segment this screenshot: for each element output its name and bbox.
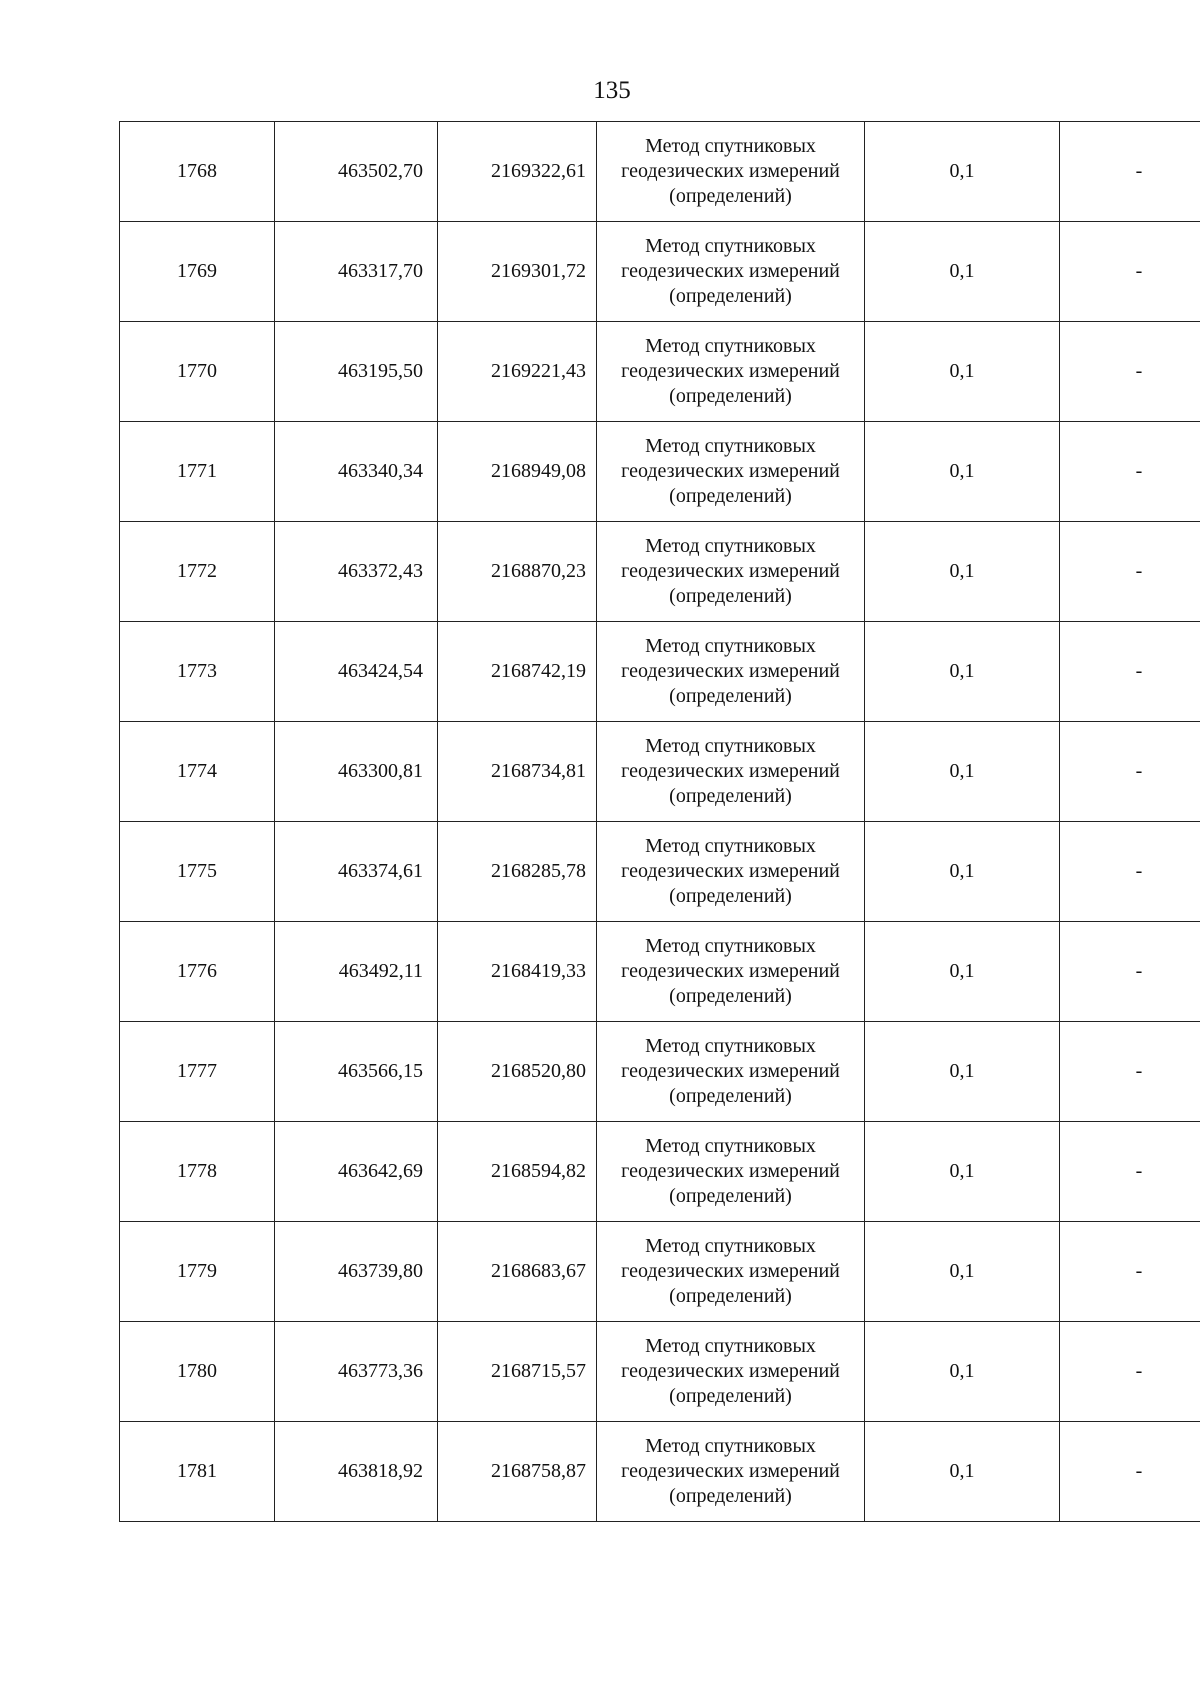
x-coordinate-cell: 463372,43 (275, 522, 438, 622)
table-row (120, 1122, 1200, 1222)
method-text-line: геодезических измерений (621, 1360, 840, 1382)
extra-cell: - (1060, 1022, 1200, 1122)
method-text-line: (определений) (669, 1185, 792, 1207)
method-text-line: Метод спутниковых (645, 835, 816, 857)
x-coordinate-cell: 463642,69 (275, 1122, 438, 1222)
method-text-line: Метод спутниковых (645, 135, 816, 157)
method-text-line: геодезических измерений (621, 1260, 840, 1282)
point-number-cell: 1779 (120, 1222, 275, 1322)
x-coordinate-cell: 463424,54 (275, 622, 438, 722)
method-text-line: (определений) (669, 785, 792, 807)
extra-cell: - (1060, 922, 1200, 1022)
y-coordinate-cell: 2168594,82 (438, 1122, 597, 1222)
method-cell (597, 1022, 865, 1122)
method-cell (597, 722, 865, 822)
accuracy-cell: 0,1 (865, 1422, 1060, 1522)
x-coordinate-cell: 463300,81 (275, 722, 438, 822)
table-row (120, 922, 1200, 1022)
point-number-cell: 1775 (120, 822, 275, 922)
x-coordinate-cell: 463739,80 (275, 1222, 438, 1322)
method-cell (597, 922, 865, 1022)
method-text-line: (определений) (669, 685, 792, 707)
table-row (120, 822, 1200, 922)
method-text-line: (определений) (669, 1285, 792, 1307)
method-text-line: геодезических измерений (621, 760, 840, 782)
method-text-line: (определений) (669, 885, 792, 907)
accuracy-cell: 0,1 (865, 322, 1060, 422)
method-text-line: Метод спутниковых (645, 635, 816, 657)
table-row (120, 422, 1200, 522)
method-cell (597, 322, 865, 422)
method-text-line: геодезических измерений (621, 560, 840, 582)
y-coordinate-cell: 2168683,67 (438, 1222, 597, 1322)
extra-cell: - (1060, 1222, 1200, 1322)
accuracy-cell: 0,1 (865, 222, 1060, 322)
method-text-line: (определений) (669, 285, 792, 307)
accuracy-cell: 0,1 (865, 122, 1060, 222)
y-coordinate-cell: 2169221,43 (438, 322, 597, 422)
y-coordinate-cell: 2168758,87 (438, 1422, 597, 1522)
method-text-line: (определений) (669, 485, 792, 507)
y-coordinate-cell: 2168419,33 (438, 922, 597, 1022)
method-text-line: геодезических измерений (621, 260, 840, 282)
page-number: 135 (593, 77, 631, 104)
extra-cell: - (1060, 222, 1200, 322)
point-number-cell: 1768 (120, 122, 275, 222)
extra-cell: - (1060, 322, 1200, 422)
point-number-cell: 1769 (120, 222, 275, 322)
method-text-line: Метод спутниковых (645, 435, 816, 457)
method-cell (597, 422, 865, 522)
method-text-line: (определений) (669, 385, 792, 407)
method-text-line: (определений) (669, 1385, 792, 1407)
method-cell (597, 522, 865, 622)
table-row (120, 1022, 1200, 1122)
x-coordinate-cell: 463818,92 (275, 1422, 438, 1522)
x-coordinate-cell: 463502,70 (275, 122, 438, 222)
accuracy-cell: 0,1 (865, 1222, 1060, 1322)
method-text-line: Метод спутниковых (645, 535, 816, 557)
extra-cell: - (1060, 622, 1200, 722)
extra-cell: - (1060, 1322, 1200, 1422)
method-text-line: (определений) (669, 985, 792, 1007)
table-row (120, 1322, 1200, 1422)
y-coordinate-cell: 2168285,78 (438, 822, 597, 922)
method-text-line: геодезических измерений (621, 1060, 840, 1082)
method-cell (597, 222, 865, 322)
point-number-cell: 1777 (120, 1022, 275, 1122)
method-text-line: геодезических измерений (621, 460, 840, 482)
x-coordinate-cell: 463374,61 (275, 822, 438, 922)
method-cell (597, 1122, 865, 1222)
method-text-line: (определений) (669, 1085, 792, 1107)
method-text-line: геодезических измерений (621, 360, 840, 382)
y-coordinate-cell: 2169301,72 (438, 222, 597, 322)
y-coordinate-cell: 2168949,08 (438, 422, 597, 522)
x-coordinate-cell: 463773,36 (275, 1322, 438, 1422)
method-cell (597, 122, 865, 222)
y-coordinate-cell: 2168870,23 (438, 522, 597, 622)
method-cell (597, 1222, 865, 1322)
x-coordinate-cell: 463492,11 (275, 922, 438, 1022)
accuracy-cell: 0,1 (865, 1122, 1060, 1222)
table-row (120, 122, 1200, 222)
point-number-cell: 1778 (120, 1122, 275, 1222)
method-text-line: Метод спутниковых (645, 335, 816, 357)
extra-cell: - (1060, 722, 1200, 822)
coordinates-table (119, 121, 1200, 1522)
point-number-cell: 1780 (120, 1322, 275, 1422)
x-coordinate-cell: 463340,34 (275, 422, 438, 522)
extra-cell: - (1060, 1122, 1200, 1222)
point-number-cell: 1774 (120, 722, 275, 822)
method-cell (597, 1422, 865, 1522)
accuracy-cell: 0,1 (865, 622, 1060, 722)
method-cell (597, 622, 865, 722)
accuracy-cell: 0,1 (865, 822, 1060, 922)
table-row (120, 1222, 1200, 1322)
extra-cell: - (1060, 822, 1200, 922)
point-number-cell: 1773 (120, 622, 275, 722)
method-cell (597, 1322, 865, 1422)
method-text-line: Метод спутниковых (645, 935, 816, 957)
point-number-cell: 1770 (120, 322, 275, 422)
table-row (120, 1422, 1200, 1522)
y-coordinate-cell: 2168734,81 (438, 722, 597, 822)
table-row (120, 622, 1200, 722)
y-coordinate-cell: 2168742,19 (438, 622, 597, 722)
extra-cell: - (1060, 422, 1200, 522)
point-number-cell: 1781 (120, 1422, 275, 1522)
point-number-cell: 1771 (120, 422, 275, 522)
x-coordinate-cell: 463195,50 (275, 322, 438, 422)
accuracy-cell: 0,1 (865, 922, 1060, 1022)
extra-cell: - (1060, 522, 1200, 622)
method-text-line: (определений) (669, 1485, 792, 1507)
y-coordinate-cell: 2168520,80 (438, 1022, 597, 1122)
accuracy-cell: 0,1 (865, 522, 1060, 622)
point-number-cell: 1776 (120, 922, 275, 1022)
method-text-line: геодезических измерений (621, 960, 840, 982)
method-text-line: геодезических измерений (621, 1460, 840, 1482)
accuracy-cell: 0,1 (865, 422, 1060, 522)
extra-cell: - (1060, 122, 1200, 222)
method-text-line: Метод спутниковых (645, 1235, 816, 1257)
point-number-cell: 1772 (120, 522, 275, 622)
method-text-line: Метод спутниковых (645, 1135, 816, 1157)
method-text-line: Метод спутниковых (645, 735, 816, 757)
method-cell (597, 822, 865, 922)
method-text-line: геодезических измерений (621, 160, 840, 182)
method-text-line: Метод спутниковых (645, 1435, 816, 1457)
x-coordinate-cell: 463317,70 (275, 222, 438, 322)
coordinates-table-body (120, 122, 1200, 1522)
method-text-line: (определений) (669, 585, 792, 607)
accuracy-cell: 0,1 (865, 722, 1060, 822)
y-coordinate-cell: 2169322,61 (438, 122, 597, 222)
table-row (120, 222, 1200, 322)
method-text-line: геодезических измерений (621, 660, 840, 682)
x-coordinate-cell: 463566,15 (275, 1022, 438, 1122)
method-text-line: Метод спутниковых (645, 1335, 816, 1357)
y-coordinate-cell: 2168715,57 (438, 1322, 597, 1422)
table-row (120, 322, 1200, 422)
method-text-line: (определений) (669, 185, 792, 207)
extra-cell: - (1060, 1422, 1200, 1522)
table-row (120, 722, 1200, 822)
accuracy-cell: 0,1 (865, 1322, 1060, 1422)
accuracy-cell: 0,1 (865, 1022, 1060, 1122)
method-text-line: Метод спутниковых (645, 1035, 816, 1057)
method-text-line: геодезических измерений (621, 1160, 840, 1182)
method-text-line: Метод спутниковых (645, 235, 816, 257)
method-text-line: геодезических измерений (621, 860, 840, 882)
table-row (120, 522, 1200, 622)
